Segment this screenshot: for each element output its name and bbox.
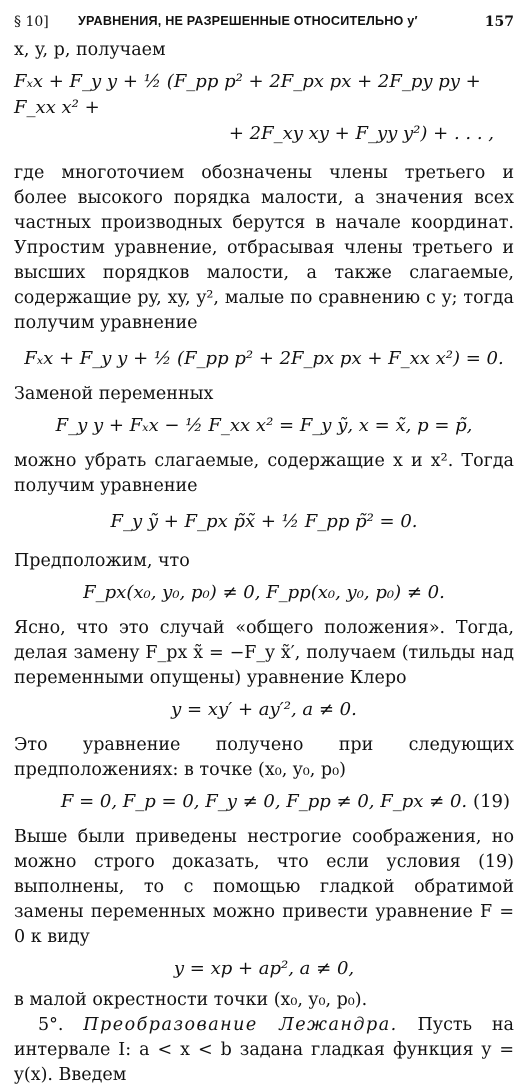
equation-8: y = xp + ap², a ≠ 0, <box>173 958 355 979</box>
text-line: x, y, p, получаем <box>14 40 166 60</box>
paragraph: Выше были приведены нестрогие соображения, но можно строго доказать, что если условия (19) выполнены, то с помощью гладкой обратимой замены переменных можно привести уравнение F = 0 к виду <box>14 827 514 947</box>
subsection-number: 5°. <box>38 1015 64 1035</box>
equation-4: F_y ỹ + F_px p̃x̃ + ½ F_pp p̃² = 0. <box>110 511 418 532</box>
paragraph: Ясно, что это случай «общего положения». Тогда, делая замену F_px x̃ = −F_y x̃′, получаем (тильды над переменными опущены) уравнение Клеро <box>14 618 514 688</box>
paragraph: Заменой переменных <box>14 384 214 404</box>
paragraph: Предположим, что <box>14 551 190 571</box>
paragraph: где многоточием обозначены члены третьего и более высокого порядка малости, а значения всех частных производных берутся в начале координат. Упростим уравнение, отбрасывая члены третьего и высших порядков малости, а также слагаемые, содержащие py, xy, y², малые по сравнению с y; тогда получим уравнение <box>14 163 514 333</box>
paragraph-legendre <box>14 1013 514 1088</box>
paragraph: в малой окрестности точки (x₀, y₀, p₀). <box>14 990 368 1010</box>
running-title: УРАВНЕНИЯ, НЕ РАЗРЕШЕННЫЕ ОТНОСИТЕЛЬНО y′ <box>78 14 418 28</box>
subsection-title: Преобразование Лежандра. <box>83 1015 398 1035</box>
paragraph: можно убрать слагаемые, содержащие x и x². Тогда получим уравнение <box>14 451 514 496</box>
equation-3: F_y y + Fₓx − ½ F_xx x² = F_y ỹ, x = x̃, p = p̃, <box>55 415 473 436</box>
equation-7 <box>14 789 514 815</box>
equation-1b: + 2F_xy xy + F_yy y²) + . . . , <box>228 123 494 144</box>
equation-7-body: F = 0, F_p = 0, F_y ≠ 0, F_pp ≠ 0, F_px ≠ 0. <box>60 791 468 812</box>
equation-6: y = xy′ + ay′², a ≠ 0. <box>171 699 357 720</box>
page <box>14 4 514 1088</box>
equation-2: Fₓx + F_y y + ½ (F_pp p² + 2F_px px + F_xx x²) = 0. <box>24 348 504 369</box>
section-marker: § 10] <box>14 14 49 30</box>
equation-5: F_px(x₀, y₀, p₀) ≠ 0, F_pp(x₀, y₀, p₀) ≠ 0. <box>83 582 445 603</box>
equation-number: (19) <box>473 791 510 812</box>
running-header <box>14 4 514 38</box>
paragraph: Это уравнение получено при следующих предположениях: в точке (x₀, y₀, p₀) <box>14 735 514 780</box>
page-number: 157 <box>484 14 514 30</box>
paragraph-text: Пусть на интервале I: a < x < b задана гладкая функция y = y(x). Введем <box>14 1015 514 1085</box>
equation-1a: Fₓx + F_y y + ½ (F_pp p² + 2F_px px + 2F_py py + F_xx x² + <box>14 71 481 118</box>
